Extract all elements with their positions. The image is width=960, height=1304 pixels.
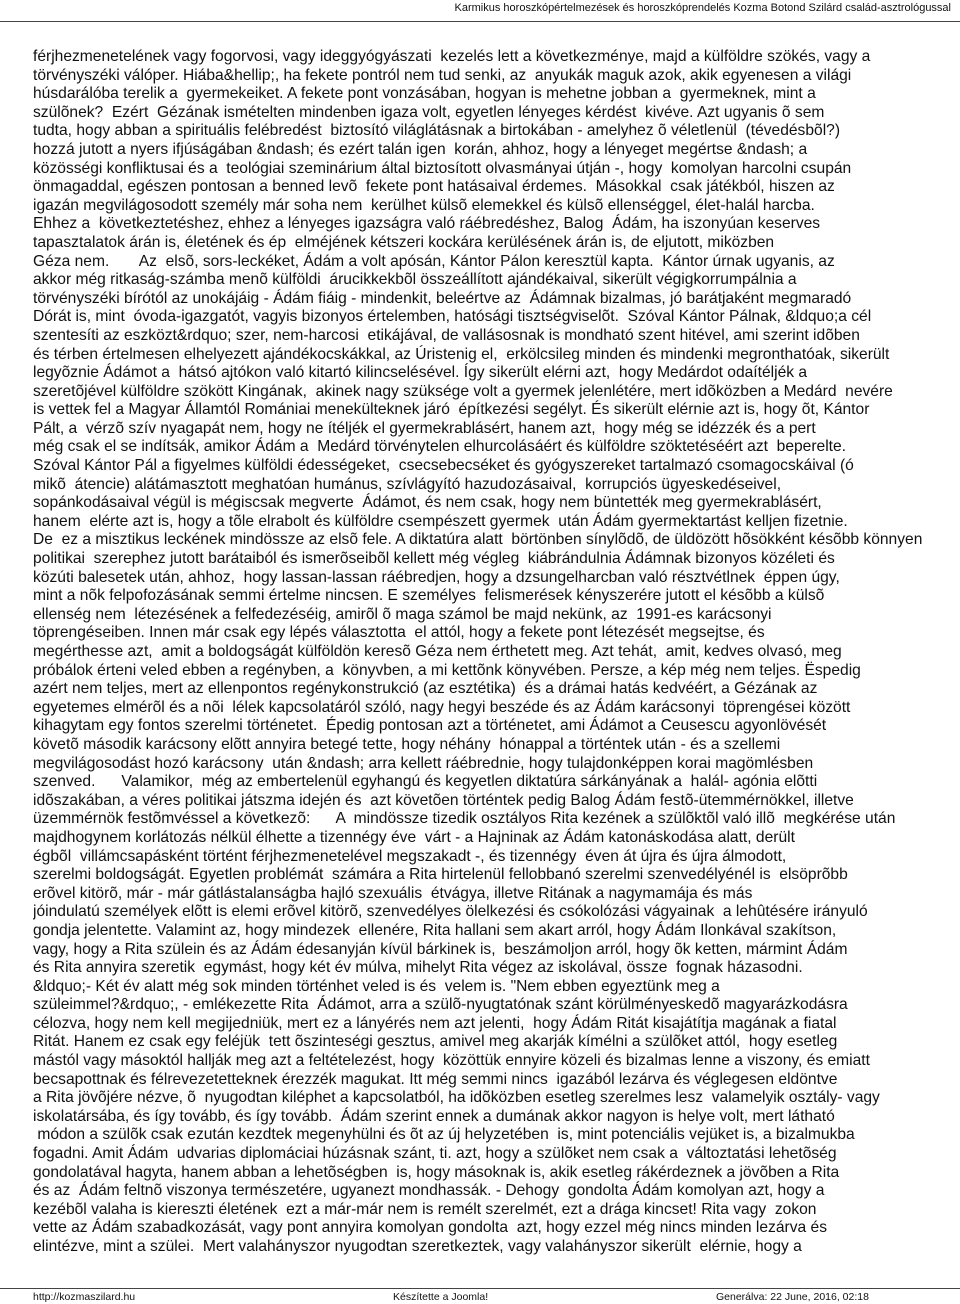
body-line: közúti balesetek után, ahhoz, hogy lassan-lassan ráébredjen, hogy a dzsungelharcban való résztvétlnek éppen úgy, <box>33 568 840 586</box>
body-line: Ehhez a következtetéshez, ehhez a lényeges igazságra való ráébredéshez, Balog Ádám, ha iszonyúan keserves <box>33 215 821 233</box>
body-line: elintézve, mint a szülei. Mert valahányszor nyugodtan szeretkeztek, vagy valahányszor sikerült elérnie, hogy a <box>33 1238 802 1255</box>
page-header <box>0 0 960 26</box>
body-line: törvényszéki válóper. Hiába&hellip;, ha fekete pontról nem tud senki, az anyukák maguk azok, akik egyenesen a világi <box>33 66 852 84</box>
footer-url-link[interactable]: http://kozmaszilard.hu <box>33 1291 136 1303</box>
body-line: vagy, hogy a Rita szülein és az Ádám édesanyján kívül bárkinek is, beszámoljon arról, hogy õk ketten, mármint Ádám <box>33 940 848 958</box>
body-line: szülõnek? Ezért Gézának ismételten mindenben igaza volt, egyetlen lényeges kérdést kivéve. Azt ugyanis õ sem <box>33 103 825 121</box>
body-line: és Rita annyira szeretik egymást, hogy két év múlva, mihelyt Rita végez az iskolával, össze fognak házasodni. <box>33 959 803 977</box>
body-line: mikõ átencie) alátámasztott meghatóan humánus, szívlágyító hazudozásaival, korrupciós ügyeskedéseivel, <box>33 475 782 493</box>
body-line: szentesíti az eszközt&rdquo; szer, nem-harcosi etikájával, de vallásosnak is mondható szent hitével, ami szerint idõben <box>33 326 860 344</box>
body-line: kezébõl valaha is kiereszti életének ezt a már-már nem is remélt szerelmét, ezt a drága kincset! Rita vagy zokon <box>33 1200 817 1218</box>
body-line: és az Ádám feltnõ viszonya természetére, ugyanezt mondhassák. - Dehogy gondolta Ádám komolyan azt, hogy a <box>33 1182 825 1200</box>
body-line: ellenség nem létezésének a felfedezéséig, amirõl õ maga számol be majd nekünk, az 1991-es karácsonyi <box>33 605 772 623</box>
body-line: azért nem teljes, mert az ellenpontos regénykonstrukció (az esztétika) és a drámai hatás kedvéért, a Gézának az <box>33 680 818 698</box>
footer-generated-date: Generálva: 22 June, 2016, 02:18 <box>716 1291 869 1303</box>
body-line: mástól vagy másoktól hallják meg azt a feltételezést, hogy közöttük ennyire közeli és bizalmas lenne a viszony, és emiatt <box>33 1052 870 1070</box>
body-line: gondja jelentette. Valamint az, hogy mindezek ellenére, Rita hallani sem akart arról, hogy Ádám Ilonkával szakítson, <box>33 921 837 939</box>
body-line: és térben értelmesen elhelyezett ajándékocskákkal, az Úristenig el, erkölcsileg minden és mindenki megronthatóak, sikerült <box>33 345 890 363</box>
body-line: Ritát. Hanem ez csak egy feléjük tett õszinteségi gesztus, amivel meg akarják kímélni a szülõket attól, hogy esetleg <box>33 1033 838 1051</box>
body-line: De ez a misztikus leckének mindössze az elsõ fele. A diktatúra alatt börtönben sínylõdõ, de üldözött hõsökként késõbb könnyen <box>33 531 923 549</box>
body-line: hanem elérte azt is, hogy a tõle elrabolt és külföldre csempészett gyermek után Ádám gyermektartást kelljen fizetnie. <box>33 512 848 530</box>
body-line: szüleimmel?&rdquo;, - emlékezette Rita Ádámot, arra a szülõ-nyugtatónak szánt körülményeskedõ magyarázkodásra <box>33 996 848 1014</box>
body-line: legyõznie Ádámot a hátsó ajtókon való kitartó kilincselésével. Így sikerült elérni azt, hogy Medárdot odaítéljék a <box>33 364 808 382</box>
body-line: megérthesse azt, amit a boldogságát külföldön keresõ Géza nem érthetett meg. Azt tehát, amit, kedves olvasó, meg <box>33 643 842 660</box>
body-line: mint a nõk felpofozásának semmi értelme nincsen. E személyes felismerések kényszerére jutott el késõbb a külsõ <box>33 587 825 605</box>
body-line: üzemmérnök festõmvéssel a következõ: A mindössze tizedik osztályos Rita kezének a szülõktõl való illõ megkérése után <box>33 810 896 828</box>
body-line: a Rita jövõjére nézve, õ nyugodtan kiléphet a kapcsolatból, ha idõközben esetleg szerelmes lesz valamelyik osztály- vagy <box>33 1089 880 1107</box>
page-footer <box>0 1288 960 1304</box>
body-line: egyetemes elmérõl és a nõi lélek kapcsolatáról szóló, nagy hegyi beszéde és az Ádám karácsonyi töprengései között <box>33 698 851 716</box>
body-line: erõvel kitörõ, már - már gátlástalanságba hajló szexuális étvágya, illetve Ritának a nagymamája és más <box>33 884 753 902</box>
body-line: idõszakában, a véres politikai játszma idején és azt követõen történtek pedig Balog Ádám festõ-ütemmérnökkel, illetve <box>33 791 854 809</box>
body-line: próbálok érteni veled ebben a regényben, a könyvben, a mi kettõnk könyvében. Persze, a kép még nem teljes. Ëspedig <box>33 661 861 679</box>
body-line: is vettek fel a Magyar Államtól Romániai menekülteknek járó építkezési segélyt. És sikerült elérnie azt is, hogy õt, Kántor <box>33 401 870 419</box>
body-line: becsapottnak és félrevezetetteknek érezzék magukat. Itt még semmi nincs igazából lezárva és véglegesen eldöntve <box>33 1070 838 1088</box>
footer-made-by: Készítette a Joomla! <box>393 1291 489 1303</box>
body-line: törvényszéki bírótól az unokájáig - Ádám fiáig - mindenkit, beleértve az Ádámnak bizalmas, jó barátjaként megmaradó <box>33 289 852 307</box>
body-line: szeretõjével külföldre szökött Kingának, akinek nagy szüksége volt a gyermek jelenlétére, mert idõközben a Medárd nevére <box>33 382 893 400</box>
body-line: iskolatársába, és így tovább, és így tovább. Ádám szerint ennek a dumának akkor nagyon is helye volt, mert látható <box>33 1107 835 1125</box>
body-line: sopánkodásaival végül is mégiscsak megverte Ádámot, és nem csak, hogy nem büntették meg gyermekrablásért, <box>33 494 822 512</box>
body-line: hozzá jutott a nyers ifjúságában &ndash; és ezért talán igen korán, ahhoz, hogy a lényeget megértse &ndash; a <box>33 140 808 158</box>
article-body <box>33 48 960 1257</box>
body-line: húsdarálóba terelik a gyermekeiket. A fekete pont vonzásában, hogyan is mehetne jobban a gyermeknek, mint a <box>33 85 816 103</box>
body-line: Szóval Kántor Pál a figyelmes külföldi édességeket, csecsebecséket és gyógyszereket tartalmazó csomagocskáival (ó <box>33 457 854 475</box>
body-line: Pált, a vérzõ szív nyagapát nem, hogy ne ítéljék el gyermekrablásért, hanem azt, hogy még se idézzék és a pert <box>33 419 816 437</box>
body-line: szenved. Valamikor, még az embertelenül egyhangú és kegyetlen diktatúra sárkányának a halál- agónia elõtti <box>33 773 818 791</box>
body-line: jóindulatú személyek elõtt is elemi erõvel kitörõ, szenvedélyes ölelkezési és csókolózási vágyainak a lehûtésére irányuló <box>33 903 868 921</box>
body-line: még csak el se indítsák, amikor Ádám a Medárd törvénytelen elhurcolásáért és külföldre szöktetéséért azt beperelte. <box>33 438 847 456</box>
body-line: tudta, hogy abban a spirituális felébredést biztosító világlátásnak a birtokában - amelyhez õ véletlenül (tévedésbõl?) <box>33 122 841 140</box>
body-line: majdhogynem korlátozás nélkül élhette a tizennégy éve várt - a Hajninak az Ádám katonáskodása alatt, derült <box>33 828 795 846</box>
body-line: igazán megvilágosodott személy már soha nem kerülhet külsõ elemekkel és külsõ ellenséggel, élet-halál harcba. <box>33 196 815 214</box>
body-line: Dórát is, mint óvoda-igazgatót, vagyis bizonyos értelemben, hatósági tisztségviselõt. Szóval Kántor Pálnak, &ldquo;a cél <box>33 308 872 326</box>
body-line: akkor még ritkaság-számba menõ külföldi árucikkekbõl összeállított ajándékaival, sikerült végigkorrumpálnia a <box>33 271 797 289</box>
body-line: égbõl villámcsapásként történt férjhezmenetelével megszakadt -, és tizennégy éven át újra és újra álmodott, <box>33 847 787 865</box>
body-line: megvilágosodást hozó karácsony után &ndash; arra kellett ráébrednie, hogy tulajdonképpen korai magömlésben <box>33 754 814 772</box>
body-line: &ldquo;- Két év alatt még sok minden történhet veled is és velem is. "Nem ebben egyeztünk meg a <box>33 977 720 995</box>
body-line: férjhezmenetelének vagy fogorvosi, vagy ideggyógyászati kezelés lett a következménye, majd a külföldre szökés, vagy a <box>33 48 871 65</box>
body-line: tapasztalatok árán is, életének és ép elméjének kétszeri kockára kerülésének árán is, de eljutott, miközben <box>33 233 775 251</box>
body-line: követõ második karácsony elõtt annyira betegé tette, hogy néhány hónappal a történtek után - és a szellemi <box>33 735 781 753</box>
header-divider <box>0 21 960 22</box>
site-title: Karmikus horoszkópértelmezések és horoszkóprendelés Kozma Botond Szilárd család-asztrológussal <box>454 2 951 14</box>
body-line: töprengéseiben. Innen már csak egy lépés választotta el attól, hogy a fekete pont létezését megsejtse, és <box>33 624 765 642</box>
body-line: szerelmi boldogságát. Egyetlen problémát számára a Rita hirtelenül fellobbanó szerelmi szenvedélyénél is elsöprõbb <box>33 866 848 884</box>
body-line: gondolatával hagyta, hanem abban a lehetõségben is, hogy másoknak is, akik esetleg rákérdeznek a jövõben a Rita <box>33 1163 840 1181</box>
body-line: politikai szerephez jutott barátaiból és ismerõseibõl kellett még végleg kiábrándulnia Ádámnak bizonyos közéleti és <box>33 550 835 568</box>
body-line: fogadni. Amit Ádám udvarias diplomáciai húzásnak szánt, ti. azt, hogy a szülõket nem csak a változtatási lehetõség <box>33 1145 837 1163</box>
body-line: önmagaddal, egészen pontosan a benned levõ fekete pont hatásaival érdemes. Másokkal csak játékból, hiszen az <box>33 178 835 196</box>
body-line: Géza nem. Az elsõ, sors-leckéket, Ádám a volt apósán, Kántor Pálon keresztül kapta. Kántor úrnak ugyanis, az <box>33 252 835 270</box>
body-line: módon a szülõk csak ezután kezdtek megenyhülni és õt az új helyzetében is, mint potenciális vejüket is, a bizalmukba <box>33 1126 855 1144</box>
body-line: célozva, hogy nem kell megijedniük, mert ez a lányérés nem azt jelenti, hogy Ádám Ritát kisajátítja magának a fiatal <box>33 1014 837 1032</box>
body-line: kihagytam egy fontos szerelmi történetet. Épedig pontosan azt a történetet, ami Ádámot a Ceusescu agyonlövését <box>33 717 827 735</box>
body-line: közösségi konfliktusai és a teológiai szeminárium által biztosított olvasmányai útján -, hogy komolyan harcolni csupán <box>33 159 852 177</box>
body-line: vette az Ádám szabadkozását, vagy pont annyira komolyan gondolta azt, hogy ezzel még nincs minden lezárva és <box>33 1219 827 1237</box>
